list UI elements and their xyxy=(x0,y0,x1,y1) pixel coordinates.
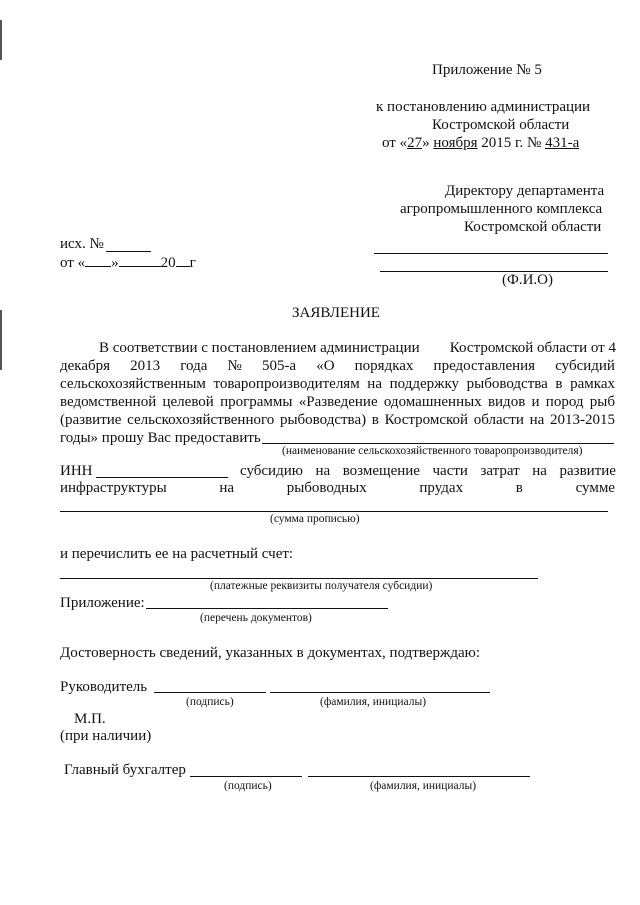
paragraph-line-1 xyxy=(99,340,616,357)
para-word: В соответствии с постановлением администрации xyxy=(99,340,420,356)
outgoing-date xyxy=(60,254,196,272)
accountant-signature-blank xyxy=(190,776,302,777)
para-word: части xyxy=(432,463,468,479)
day-blank xyxy=(85,254,111,267)
paragraph-line-2 xyxy=(60,358,615,375)
addressee-blank-1 xyxy=(374,253,608,254)
para-word: предоставления xyxy=(433,358,536,374)
date-month: ноября xyxy=(433,135,478,151)
amount-blank xyxy=(60,511,608,512)
head-name-blank xyxy=(270,692,490,693)
outgoing-number-label: исх. № xyxy=(60,236,104,252)
paragraph-line-4: ведомственной целевой программы «Разведение одомашненных видов и пород рыб xyxy=(60,394,615,410)
resolution-line: к постановлению администрации xyxy=(376,99,591,115)
scan-edge-mark xyxy=(0,20,2,60)
head-signature-caption: (подпись) xyxy=(186,696,234,708)
attachment-label: Приложение: xyxy=(60,595,145,611)
paragraph-line-6: годы» прошу Вас предоставить xyxy=(60,430,261,446)
outgoing-date-prefix: от « xyxy=(60,255,86,271)
para-word: на xyxy=(532,463,547,479)
head-label: Руководитель xyxy=(60,679,148,695)
confirm-text: Достоверность сведений, указанных в документах, подтверждаю: xyxy=(60,645,481,661)
stamp-label: М.П. xyxy=(74,711,106,727)
docs-caption: (перечень документов) xyxy=(200,612,312,624)
para-word: инфраструктуры xyxy=(60,480,167,496)
para-word: 2013 xyxy=(130,358,161,374)
fio-caption: (Ф.И.О) xyxy=(502,272,554,288)
appendix-label: Приложение № 5 xyxy=(432,62,542,78)
year-blank xyxy=(176,254,190,267)
accountant-label: Главный бухгалтер xyxy=(64,762,186,778)
date-number: 431-а xyxy=(545,135,580,151)
para-word: Костромской области от 4 xyxy=(449,340,616,356)
infrastructure-line xyxy=(60,480,615,497)
addressee-line2: агропромышленного комплекса xyxy=(400,201,603,217)
scan-edge-mark xyxy=(0,310,2,370)
addressee-line1: Директору департамента xyxy=(445,183,605,199)
date-suffix: 2015 г. № xyxy=(477,135,546,151)
para-word: «О xyxy=(316,358,335,374)
para-word: прудах xyxy=(419,480,464,496)
accountant-name-caption: (фамилия, инициалы) xyxy=(370,780,477,792)
para-word: субсидию xyxy=(240,463,303,479)
accountant-signature-caption: (подпись) xyxy=(224,780,272,792)
para-word: возмещение xyxy=(342,463,420,479)
resolution-date xyxy=(382,135,579,152)
date-mid: » xyxy=(422,135,434,151)
stamp-note: (при наличии) xyxy=(60,728,152,744)
date-day: 27 xyxy=(407,135,423,151)
payment-blank xyxy=(60,578,538,579)
para-word: сумме xyxy=(575,480,615,496)
accountant-name-blank xyxy=(308,776,530,777)
amount-caption: (сумма прописью) xyxy=(270,513,360,525)
para-word: декабря xyxy=(60,358,111,374)
head-signature-blank xyxy=(154,692,266,693)
producer-name-blank xyxy=(262,443,614,444)
para-word: затрат xyxy=(480,463,520,479)
subsidy-line xyxy=(240,463,616,480)
attachment-blank xyxy=(146,608,388,609)
year-label: 20 xyxy=(160,255,176,271)
paragraph-line-5: (развитие сельскохозяйственного рыбоводства) в Костромской области на 2013-2015 xyxy=(60,412,615,428)
inn-blank xyxy=(96,477,228,478)
head-name-caption: (фамилия, инициалы) xyxy=(320,696,427,708)
outgoing-date-mid: » xyxy=(111,255,119,271)
para-word: субсидий xyxy=(555,358,615,374)
addressee-line3: Костромской области xyxy=(464,219,602,235)
para-word: в xyxy=(515,480,523,496)
year-suffix: г xyxy=(189,255,196,271)
producer-caption: (наименование сельскохозяйственного товаропроизводителя) xyxy=(282,445,583,457)
inn-label: ИНН xyxy=(60,463,93,479)
document-title: ЗАЯВЛЕНИЕ xyxy=(292,305,380,321)
region-line: Костромской области xyxy=(432,117,570,133)
para-word: 505-а xyxy=(261,358,297,374)
month-blank xyxy=(119,254,161,267)
paragraph-line-3: сельскохозяйственным товаропроизводителям на поддержку рыбоводства в рамках xyxy=(60,376,615,392)
addressee-blank-2 xyxy=(380,271,608,272)
para-word: на xyxy=(219,480,235,496)
transfer-text: и перечислить ее на расчетный счет: xyxy=(60,546,294,562)
para-word: № xyxy=(227,358,242,374)
para-word: рыбоводных xyxy=(286,480,367,496)
para-word: порядках xyxy=(354,358,414,374)
date-prefix: от « xyxy=(382,135,408,151)
payment-caption: (платежные реквизиты получателя субсидии) xyxy=(210,580,433,592)
para-word: года xyxy=(180,358,208,374)
para-word: на xyxy=(315,463,331,479)
outgoing-number-blank xyxy=(106,251,151,252)
para-word: развитие xyxy=(559,463,616,479)
